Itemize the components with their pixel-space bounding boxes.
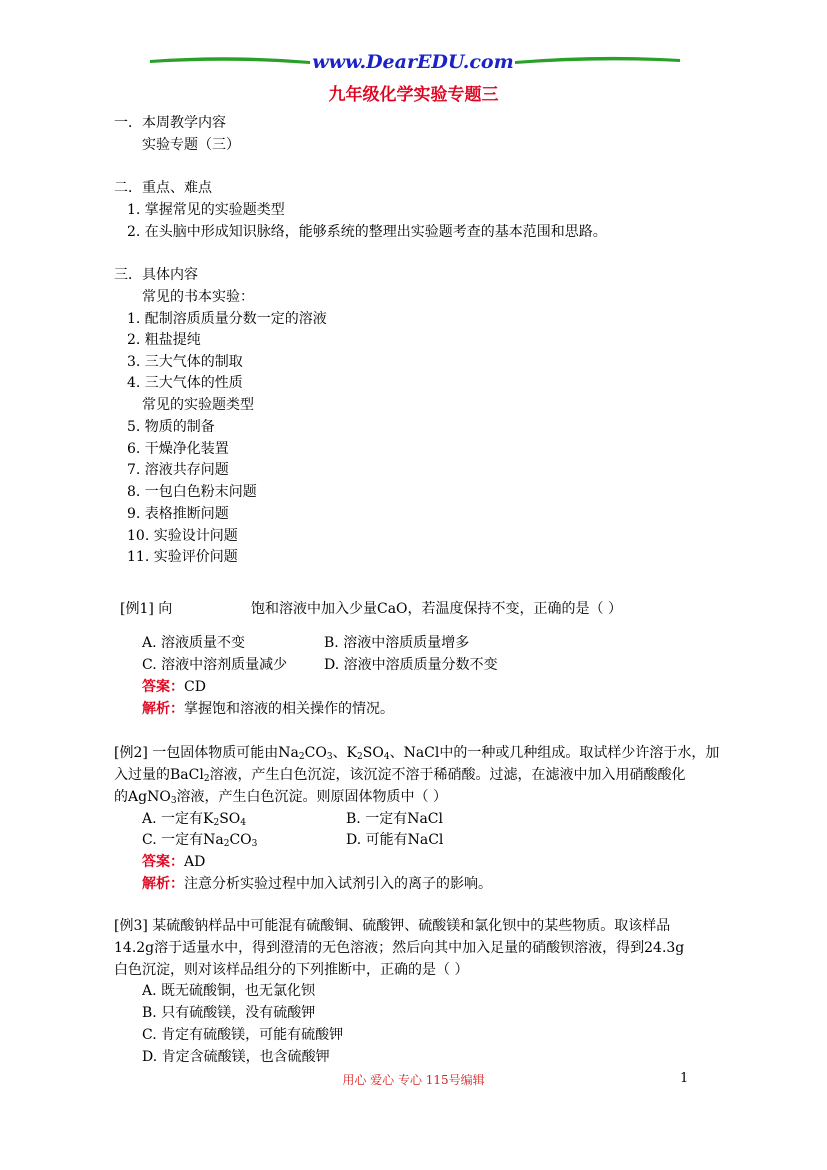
site-header [0, 46, 827, 76]
answer-value: CD [184, 679, 206, 695]
text-run: 、NaCl中的一种或几种组成。取试样少许溶于水，加 [389, 745, 720, 761]
page-number: 1 [680, 1071, 689, 1086]
section-heading-2: 二．重点、难点 [114, 180, 212, 196]
list-item: 5. 物质的制备 [127, 419, 215, 435]
section-3-intro: 常见的书本实验： [142, 289, 254, 305]
answer-line [142, 678, 206, 696]
text-run: CO [229, 832, 252, 848]
site-logo: www.DearEDU.com [312, 51, 514, 73]
list-item: 4. 三大气体的性质 [127, 375, 243, 391]
text-run: 的AgNO [114, 789, 171, 805]
example-2-line-1 [114, 744, 719, 762]
subscript: 4 [240, 818, 247, 828]
example-3-line-2: 14.2g溶于适量水中，得到澄清的无色溶液；然后向其中加入足量的硝酸钡溶液，得到24.3g [114, 940, 685, 956]
list-item: 10. 实验设计问题 [127, 528, 238, 544]
footer-text: 用心 爱心 专心 115号编辑 [342, 1073, 485, 1087]
example-3-line-1: [例3] 某硫酸钠样品中可能混有硫酸铜、硫酸钾、硫酸镁和氯化钡中的某些物质。取该样品 [114, 918, 671, 934]
answer-label: 答案： [142, 679, 184, 695]
text-run: 、K [332, 745, 358, 761]
section-heading-1: 一．本周教学内容 [114, 115, 226, 131]
option-d: D. 可能有NaCl [346, 832, 444, 848]
analysis-text: 注意分析实验过程中加入试剂引入的离子的影响。 [184, 876, 492, 892]
subscript: 2 [213, 818, 220, 828]
option-b: B. 只有硫酸镁，没有硫酸钾 [142, 1005, 316, 1021]
list-item: 7. 溶液共存问题 [127, 462, 229, 478]
list-item: 2. 在头脑中形成知识脉络，能够系统的整理出实验题考查的基本范围和思路。 [127, 224, 607, 240]
text-run: 入过量的BaCl [114, 767, 204, 783]
option-b: B. 一定有NaCl [346, 811, 443, 827]
text-run: 溶液，产生白色沉淀，该沉淀不溶于稀硝酸。过滤，在滤液中加入用硝酸酸化 [209, 767, 686, 783]
analysis-text: 掌握饱和溶液的相关操作的情况。 [184, 701, 394, 717]
text-run: CO [304, 745, 327, 761]
list-item: 6. 干燥净化装置 [127, 441, 229, 457]
example-1-label: [例1] 向 [120, 601, 173, 617]
example-3-line-3: 白色沉淀，则对该样品组分的下列推断中，正确的是（ ） [114, 962, 469, 978]
section-3-intro: 常见的实验题类型 [142, 397, 254, 413]
list-item: 11. 实验评价问题 [127, 549, 238, 565]
list-item: 9. 表格推断问题 [127, 506, 229, 522]
option-b: B. 溶液中溶质质量增多 [324, 635, 470, 651]
option-c [142, 831, 257, 849]
list-item: 8. 一包白色粉末问题 [127, 484, 257, 500]
analysis-label: 解析： [142, 876, 184, 892]
text-run: 溶液，产生白色沉淀。则原固体物质中（ ） [176, 789, 447, 805]
document-title: 九年级化学实验专题三 [328, 85, 499, 105]
text-run: SO [219, 811, 241, 827]
list-item: 3. 三大气体的制取 [127, 354, 243, 370]
text-run: SO [362, 745, 384, 761]
answer-value: AD [184, 854, 206, 870]
list-item: 2. 粗盐提纯 [127, 332, 201, 348]
answer-line [142, 853, 205, 871]
option-a [142, 810, 246, 828]
subscript: 3 [251, 839, 258, 849]
text-run: [例2] 一包固体物质可能由Na [114, 745, 299, 761]
subscript: 4 [383, 752, 390, 762]
option-c: C. 肯定有硫酸镁，可能有硫酸钾 [142, 1027, 344, 1043]
section-1-line: 实验专题（三） [142, 137, 240, 153]
example-2-line-3 [114, 788, 447, 806]
list-item: 1. 掌握常见的实验题类型 [127, 202, 285, 218]
example-2-line-2 [114, 766, 686, 784]
text-run: C. 一定有Na [142, 832, 224, 848]
option-d: D. 肯定含硫酸镁，也含硫酸钾 [142, 1049, 330, 1065]
header-banner-swoosh [0, 46, 827, 76]
subscript: 2 [223, 839, 230, 849]
analysis-line [142, 875, 492, 893]
option-a: A. 溶液质量不变 [142, 635, 246, 651]
option-d: D. 溶液中溶质质量分数不变 [324, 657, 498, 673]
analysis-line [142, 700, 394, 718]
subscript: 3 [326, 752, 333, 762]
subscript: 2 [203, 774, 210, 784]
text-run: A. 一定有K [142, 811, 214, 827]
option-a: A. 既无硫酸铜，也无氯化钡 [142, 983, 316, 999]
subscript: 2 [357, 752, 363, 762]
subscript: 2 [298, 752, 305, 762]
answer-label: 答案： [142, 854, 184, 870]
subscript: 3 [170, 796, 177, 806]
list-item: 1. 配制溶质质量分数一定的溶液 [127, 311, 327, 327]
option-c: C. 溶液中溶剂质量减少 [142, 657, 288, 673]
section-heading-3: 三．具体内容 [114, 267, 198, 283]
analysis-label: 解析： [142, 701, 184, 717]
example-1-stem: 饱和溶液中加入少量CaO，若温度保持不变，正确的是（ ） [251, 601, 622, 617]
